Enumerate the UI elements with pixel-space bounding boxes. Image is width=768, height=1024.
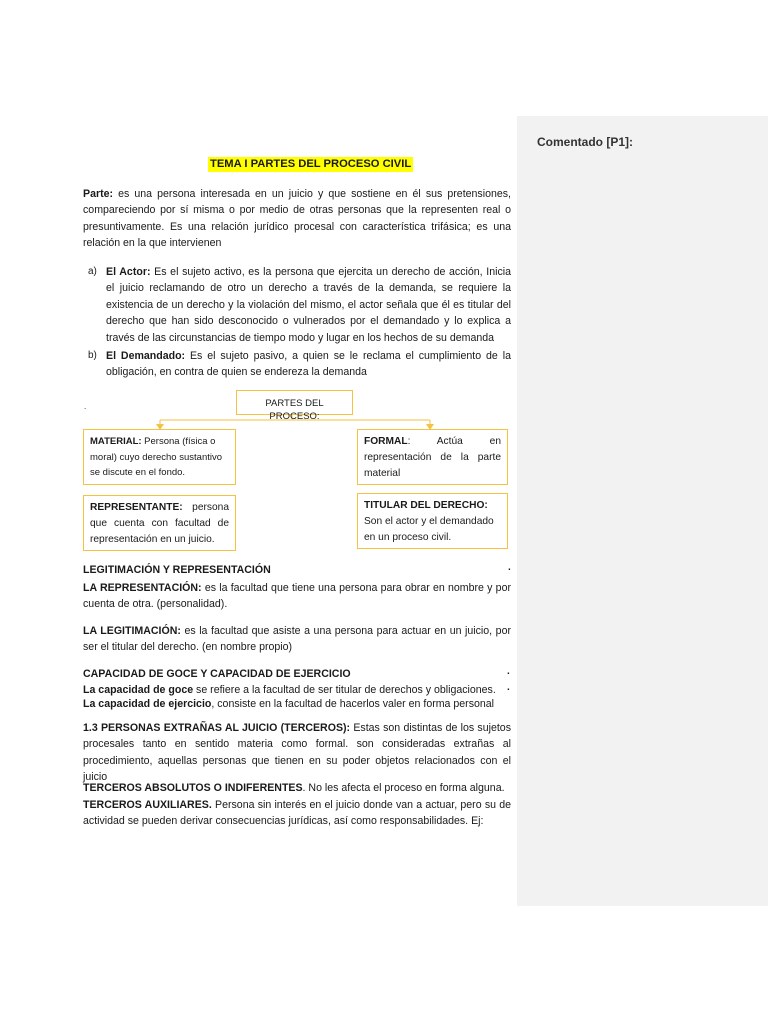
ejercicio-term: La capacidad de ejercicio xyxy=(83,698,212,710)
representante-text: persona que cuenta con facultad de representación en un juicio. xyxy=(90,502,229,545)
legitimacion-heading: LEGITIMACIÓN Y REPRESENTACIÓN xyxy=(83,564,271,576)
diagram-root: PARTES DEL PROCESO: xyxy=(236,390,353,415)
legitimacion-paragraph xyxy=(83,623,511,656)
parte-text: es una persona interesada en un juicio y que sostiene en él sus pretensiones, compareciendo por sí misma o por medio de otras personas que la representen real o presuntivamente. Es una relación jurídico procesal con característica trifásica; es una relación en la que intervienen xyxy=(83,188,511,250)
capacidad-heading: CAPACIDAD DE GOCE Y CAPACIDAD DE EJERCICIO xyxy=(83,668,351,680)
demandado-text: Es el sujeto pasivo, a quien se le reclama el cumplimiento de la obligación, en contra de quien se endereza la demanda xyxy=(106,350,511,379)
comments-pane xyxy=(517,116,768,906)
right-mark-2: . xyxy=(507,666,510,677)
list-marker-a: a) xyxy=(88,266,97,277)
diagram-formal xyxy=(357,429,508,485)
capacidad-ejercicio xyxy=(83,696,511,712)
representante-term: REPRESENTANTE: xyxy=(90,502,183,513)
absolutos-text: . No les afecta el proceso en forma alguna. xyxy=(302,782,505,794)
material-term: MATERIAL: xyxy=(90,436,142,447)
legitimacion-term: LA LEGITIMACIÓN: xyxy=(83,625,181,637)
stray-dot: . xyxy=(84,402,87,411)
titular-term: TITULAR DEL DERECHO: xyxy=(364,500,488,511)
diagram-material xyxy=(83,429,236,485)
terceros-term: 1.3 PERSONAS EXTRAÑAS AL JUICIO (TERCEROS): xyxy=(83,722,351,734)
terceros-auxiliares xyxy=(83,797,511,830)
list-marker-b: b) xyxy=(88,350,97,361)
page-title: TEMA I PARTES DEL PROCESO CIVIL xyxy=(210,158,412,170)
material-text: Persona (física o moral) cuyo derecho sustantivo se discute en el fondo. xyxy=(90,436,223,478)
right-mark-1: . xyxy=(508,562,511,573)
diagram-titular xyxy=(357,493,508,549)
titular-text: Son el actor y el demandado en un proceso civil. xyxy=(364,516,494,543)
representacion-text: es la facultad que tiene una persona para obrar en nombre y por cuenta de otra. (personalidad). xyxy=(83,582,511,611)
representacion-term: LA REPRESENTACIÓN: xyxy=(83,582,202,594)
parte-term: Parte: xyxy=(83,188,114,200)
terceros-absolutos xyxy=(83,780,511,796)
actor-term: El Actor: xyxy=(106,266,151,278)
formal-text: : Actúa en representación de la parte material xyxy=(364,436,501,479)
terceros-paragraph xyxy=(83,720,511,786)
terceros-text: Estas son distintas de los sujetos procesales tanto en sentido materia como formal. son consideradas extrañas al procedimiento, aquellas personas que tienen en su poder objetos relacionados con el juicio xyxy=(83,722,511,784)
goce-text: se refiere a la facultad de ser titular de derechos y obligaciones. xyxy=(193,684,496,696)
legitimacion-text: es la facultad que asiste a una persona para actuar en un juicio, por ser el titular del derecho. (en nombre propio) xyxy=(83,625,511,654)
auxiliares-term: TERCEROS AUXILIARES. xyxy=(83,799,212,811)
absolutos-term: TERCEROS ABSOLUTOS O INDIFERENTES xyxy=(83,782,303,794)
auxiliares-text: Persona sin interés en el juicio donde van a actuar, pero su de actividad se pueden derivar consecuencias jurídicas, así como responsabilidades. Ej: xyxy=(83,799,512,828)
ejercicio-text: , consiste en la facultad de hacerlos valer en forma personal xyxy=(211,698,495,710)
comment-label: Comentado [P1]: xyxy=(537,135,633,149)
actor-text: Es el sujeto activo, es la persona que ejercita un derecho de acción, Inicia el juicio reclamando de otro un derecho a través de la demanda, se requiere la existencia de un derecho y la violación del mismo, el actor señala que él es titular del derecho que han sido desconocido o vulnerados por el demandado y lo explica a través de las circunstancias de tiempo modo y lugar en los hechos de su demanda xyxy=(106,266,511,344)
formal-term: FORMAL xyxy=(364,436,408,447)
right-mark-3: . xyxy=(507,682,510,693)
demandado-term: El Demandado: xyxy=(106,350,186,362)
diagram-representante xyxy=(83,495,236,551)
goce-term: La capacidad de goce xyxy=(83,684,194,696)
representacion-paragraph xyxy=(83,580,511,613)
